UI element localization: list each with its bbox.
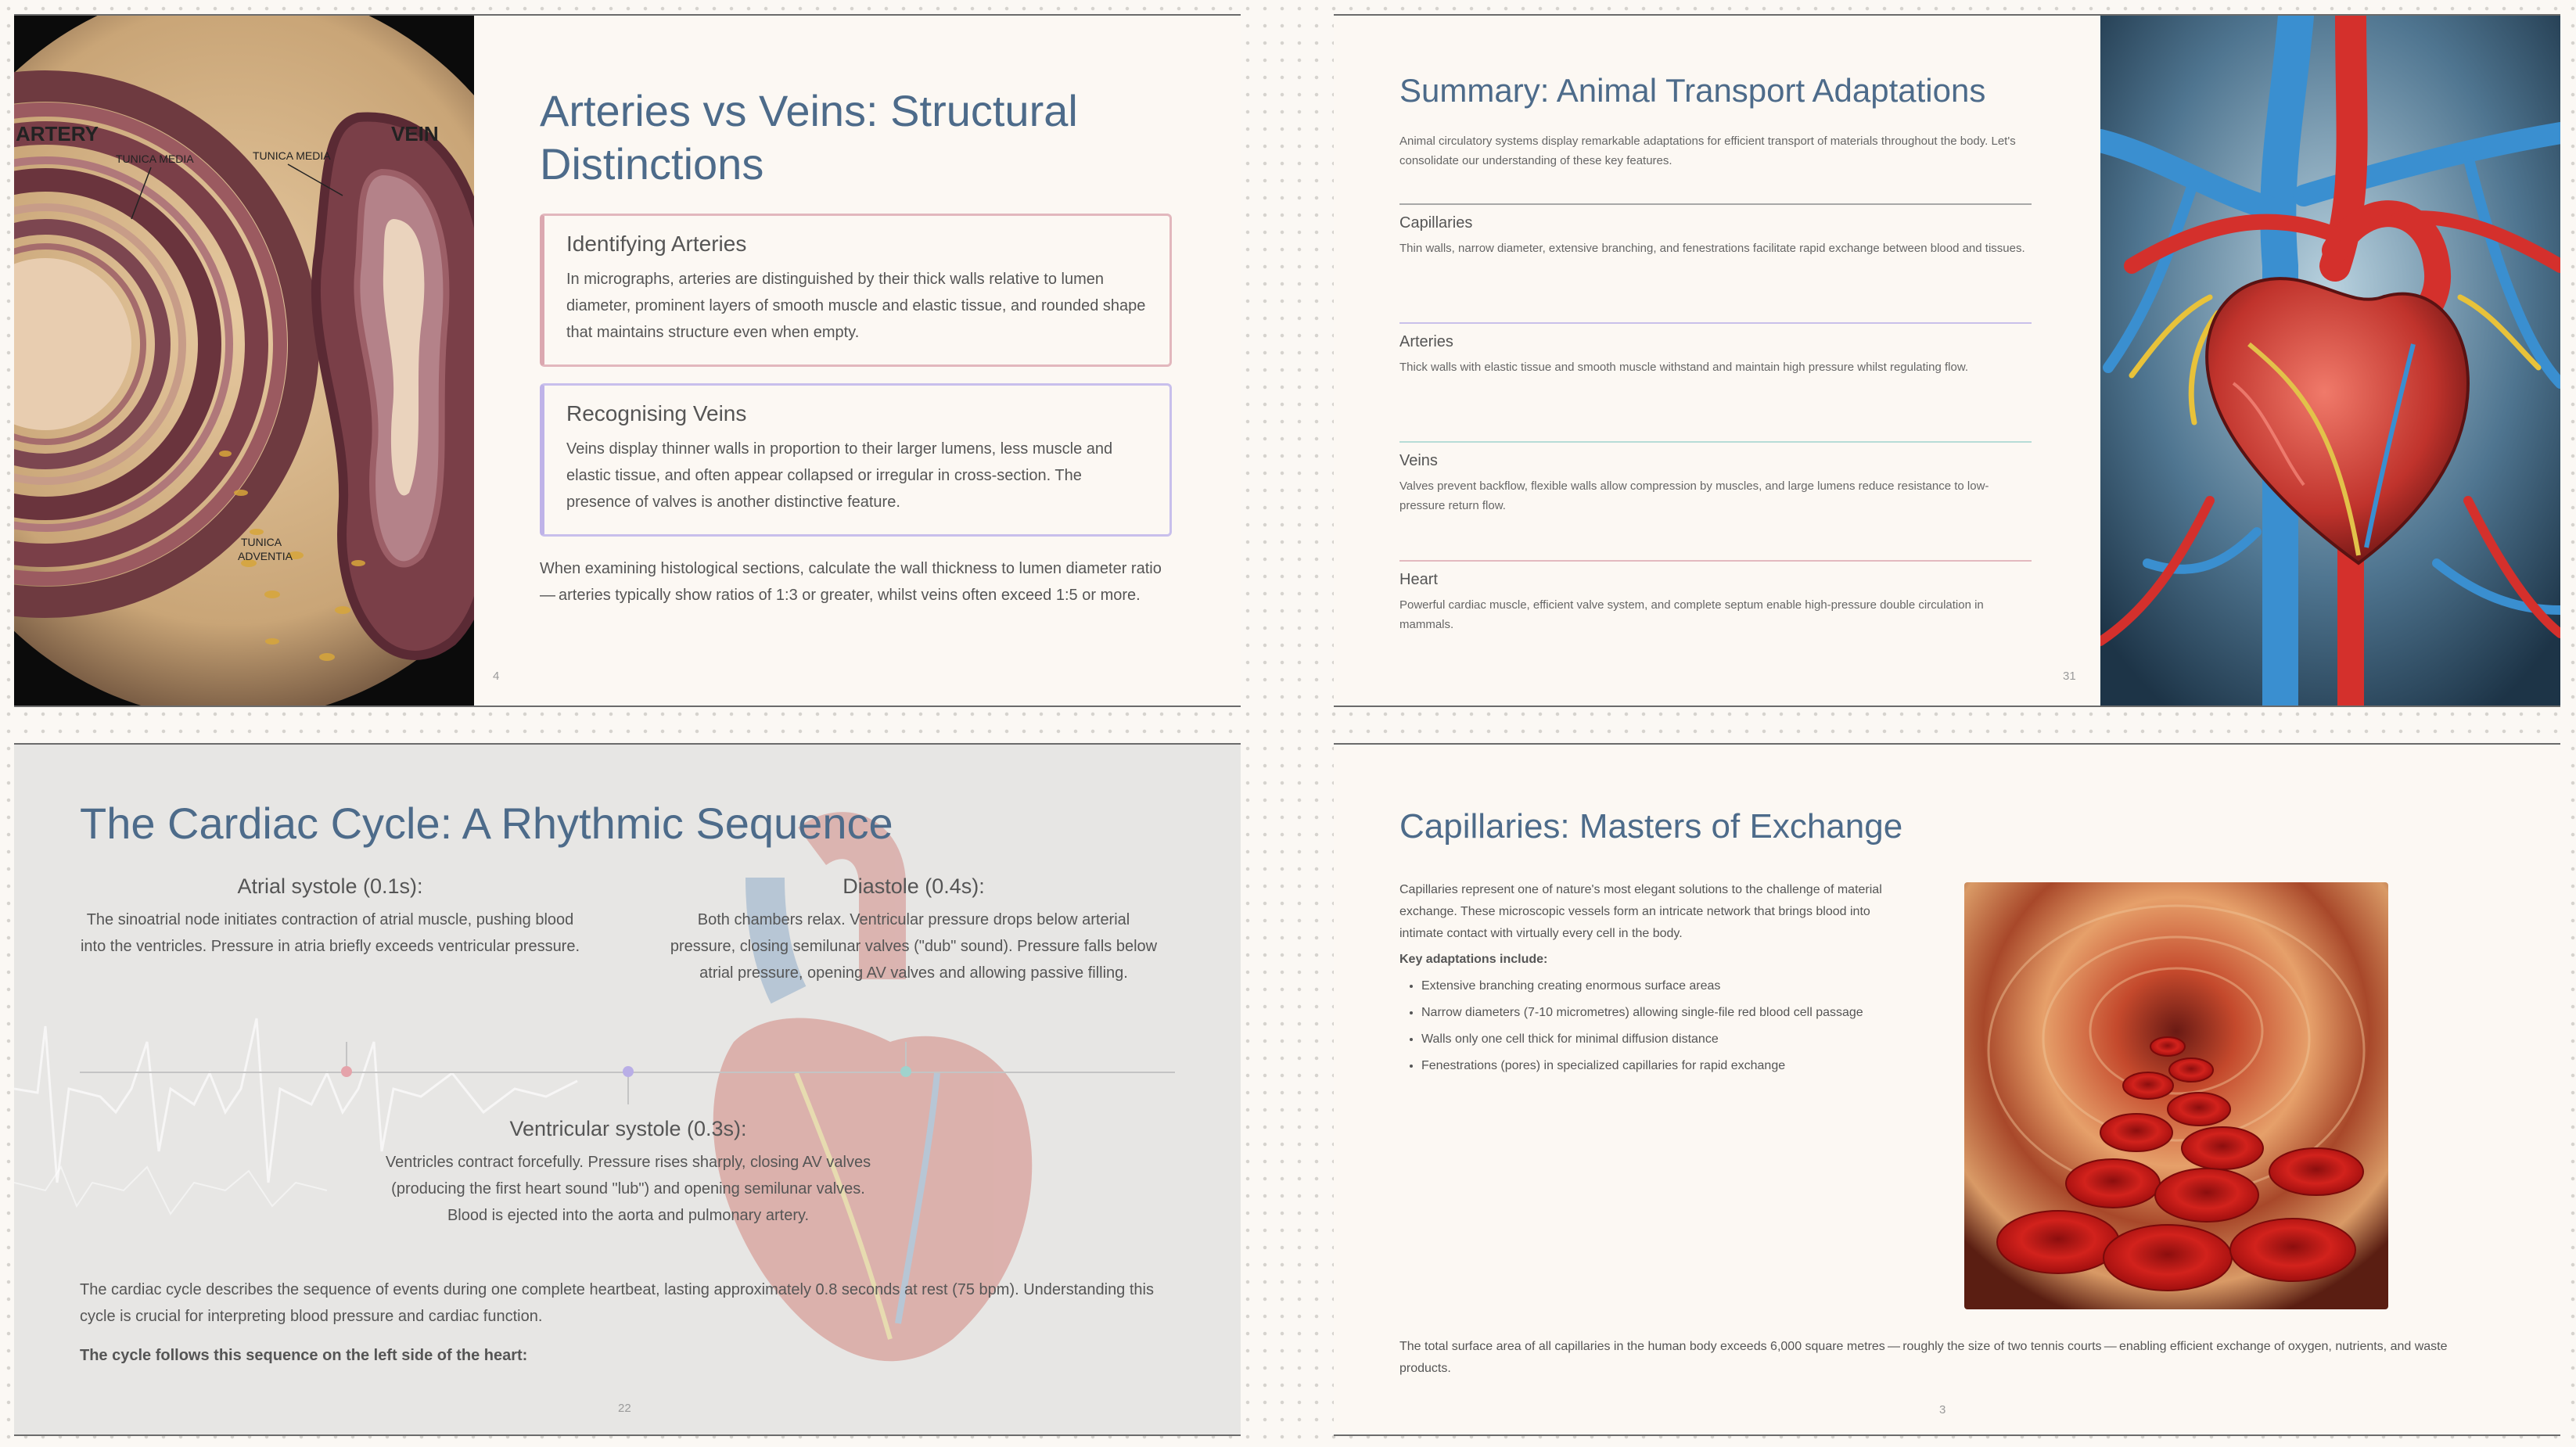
summary-heading: Arteries <box>1399 333 1453 350</box>
capillary-blood-cells-image <box>1964 882 2388 1309</box>
recognising-veins-card <box>540 383 1172 537</box>
heart-anatomy-image <box>2100 16 2560 706</box>
adaptations-list <box>1399 973 1938 1079</box>
tunica-media-left-label: TUNICA MEDIA <box>116 153 194 165</box>
ventricular-systole-phase <box>374 1117 882 1229</box>
ratio-note: When examining histological sections, calculate the wall thickness to lumen diameter ratio — arteries typically show ratios of 1:3 or greater, whilst veins often exceed 1:5 or more. <box>540 560 1165 604</box>
summary-intro: Animal circulatory systems display remarkable adaptations for efficient transport of materials throughout the body. Let's consolidate our understanding of these key features. <box>1399 135 2016 167</box>
card-text: Veins display thinner walls in proportion to their larger lumens, less muscle and elastic tissue, and often appear collapsed or irregular in cross-section. The presence of valves is another distinctive feature. <box>566 440 1113 511</box>
phase-text: The sinoatrial node initiates contraction of atrial muscle, pushing blood into the ventricles. Pressure in atria briefly exceeds ventricular pressure. <box>80 911 580 955</box>
atrial-systole-phase <box>80 874 580 960</box>
summary-item-veins <box>1399 441 2032 515</box>
diastole-phase <box>663 874 1164 986</box>
slide-title: The Cardiac Cycle: A Rhythmic Sequence <box>80 799 893 848</box>
tunica-adventia-label-line2: ADVENTIA <box>238 550 293 562</box>
list-item: • Narrow diameters (7-10 micrometres) allowing single-file red blood cell passage <box>1421 1000 1938 1026</box>
tunica-media-right-label: TUNICA MEDIA <box>253 149 331 162</box>
timeline-markers <box>14 1034 1241 1112</box>
capillaries-intro: Capillaries represent one of nature's most elegant solutions to the challenge of material exchange. These microscopic vessels form an intricate network that brings blood into intimate contact with virtually every cell in the body. <box>1399 883 1882 940</box>
slide-cardiac-cycle[interactable] <box>14 743 1241 1436</box>
summary-heading: Heart <box>1399 571 1438 588</box>
summary-heading: Veins <box>1399 452 1438 469</box>
phase-heading: Atrial systole (0.1s): <box>237 874 423 898</box>
page-number: 31 <box>2063 670 2076 683</box>
page-number: 4 <box>493 670 500 683</box>
cardiac-cycle-description: The cardiac cycle describes the sequence of events during one complete heartbeat, lasting approximately 0.8 seconds at rest (75 bpm). Understanding this cycle is crucial for interpreting blood pressure and cardiac function. <box>80 1281 1154 1325</box>
phase-text: Both chambers relax. Ventricular pressure drops below arterial pressure, closing semilunar valves ("dub" sound). Pressure falls below atrial pressure, opening AV valves and allowing passive filling. <box>670 911 1158 982</box>
summary-text: Thick walls with elastic tissue and smooth muscle withstand and maintain high pressure whilst regulating flow. <box>1399 361 1969 374</box>
vein-label: VEIN <box>391 122 439 145</box>
summary-item-arteries <box>1399 322 2032 377</box>
phase-heading: Ventricular systole (0.3s): <box>509 1117 747 1140</box>
list-item: • Extensive branching creating enormous surface areas <box>1421 973 1938 1000</box>
slide-summary[interactable] <box>1334 14 2560 707</box>
histology-micrograph-image <box>14 16 474 706</box>
red-blood-cells-illustration <box>1964 882 2388 1309</box>
phase-text: Ventricles contract forcefully. Pressure rises sharply, closing AV valves (producing the first heart sound "lub") and opening semilunar valves. Blood is ejected into the aorta and pulmonary artery. <box>385 1154 871 1224</box>
slide-title: Capillaries: Masters of Exchange <box>1399 807 1903 846</box>
slide-title: Summary: Animal Transport Adaptations <box>1399 72 1986 109</box>
summary-item-capillaries <box>1399 203 2032 258</box>
diastole-marker <box>900 1066 911 1077</box>
slide-capillaries[interactable] <box>1334 743 2560 1436</box>
card-heading: Recognising Veins <box>566 401 747 425</box>
key-adaptations-heading: Key adaptations include: <box>1399 953 1548 966</box>
card-heading: Identifying Arteries <box>566 232 747 256</box>
slide-title: Arteries vs Veins: Structural Distinctions <box>540 86 1078 189</box>
ventricular-systole-marker <box>623 1066 634 1077</box>
card-text: In micrographs, arteries are distinguished by their thick walls relative to lumen diameter, prominent layers of smooth muscle and elastic tissue, and rounded shape that maintains structure even when empty. <box>566 271 1146 341</box>
artery-label: ARTERY <box>16 122 99 145</box>
page-number: 3 <box>1939 1403 1946 1416</box>
list-item: • Walls only one cell thick for minimal diffusion distance <box>1421 1026 1938 1053</box>
summary-text: Thin walls, narrow diameter, extensive branching, and fenestrations facilitate rapid exchange between blood and tissues. <box>1399 242 2025 255</box>
phase-heading: Diastole (0.4s): <box>842 874 985 898</box>
heart-vessels-illustration <box>2100 16 2560 706</box>
summary-heading: Capillaries <box>1399 214 1473 232</box>
artery-vein-cross-section-illustration <box>14 16 474 706</box>
summary-item-heart <box>1399 560 2032 634</box>
surface-area-note: The total surface area of all capillaries in the human body exceeds 6,000 square metres — roughly the size of two tennis courts — enabling efficient exchange of oxygen, nutrients, and waste products. <box>1399 1340 2448 1375</box>
atrial-systole-marker <box>341 1066 352 1077</box>
identifying-arteries-card <box>540 214 1172 367</box>
page-number: 22 <box>618 1402 631 1415</box>
summary-text: Valves prevent backflow, flexible walls allow compression by muscles, and large lumens reduce resistance to low-pressure return flow. <box>1399 479 1989 512</box>
slide-arteries-vs-veins[interactable] <box>14 14 1241 707</box>
list-item: • Fenestrations (pores) in specialized capillaries for rapid exchange <box>1421 1053 1938 1079</box>
tunica-adventia-label-line1: TUNICA <box>241 536 282 548</box>
summary-text: Powerful cardiac muscle, efficient valve system, and complete septum enable high-pressure double circulation in mammals. <box>1399 598 1984 631</box>
sequence-note: The cycle follows this sequence on the left side of the heart: <box>80 1347 528 1364</box>
